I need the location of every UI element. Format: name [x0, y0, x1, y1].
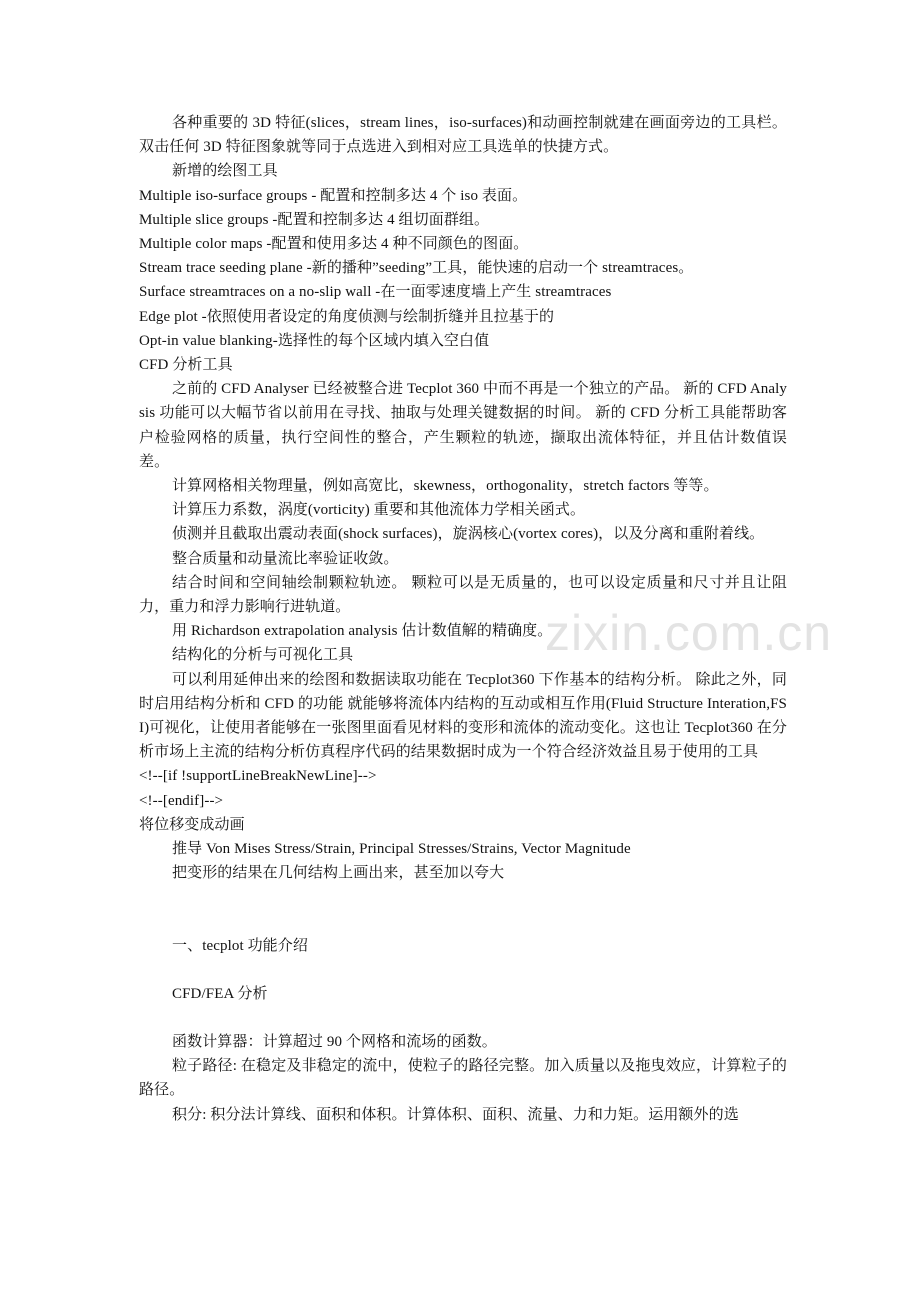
list-item: Surface streamtraces on a no-slip wall -在一面零速度墙上产生 streamtraces [139, 284, 612, 301]
section-heading: 将位移变成动画 [139, 816, 245, 833]
paragraph: 函数计算器：计算超过 90 个网格和流场的函数。 [172, 1033, 497, 1050]
paragraph: 可以利用延伸出来的绘图和数据读取功能在 Tecplot360 下作基本的结构分析。 除此之外，同时启用结构分析和 CFD 的功能 就能够将流体内结构的互动或相互作用(Fluid Structure Interation,FSI)可视化，让使用者能够在一张图里面看见材料的变形和流体的流动变化。这也让 Tecplot360 在分析市场上主流的结构分析仿真程序代码的结果数据时成为一个符合经济效益且易于使用的工具 [139, 671, 787, 761]
list-item: 计算压力系数，涡度(vorticity) 重要和其他流体力学相关函式。 [172, 502, 586, 519]
list-item: 整合质量和动量流比率验证收敛。 [172, 550, 399, 567]
watermark: zixin.com.cn [545, 605, 833, 661]
document-body [139, 111, 787, 1127]
comment-line: <!--[endif]--> [139, 792, 224, 809]
paragraph: 各种重要的 3D 特征(slices，stream lines，iso-surfaces)和动画控制就建在画面旁边的工具栏。 双击任何 3D 特征图象就等同于点选进入到相对应工具选单的快捷方式。 [139, 115, 787, 156]
list-item: 把变形的结果在几何结构上画出来，甚至加以夸大 [172, 865, 505, 882]
section-heading: 一、tecplot 功能介绍 [172, 937, 308, 954]
list-item: Opt-in value blanking-选择性的每个区域内填入空白值 [139, 332, 490, 349]
list-item: 用 Richardson extrapolation analysis 估计数值解的精确度。 [172, 623, 553, 640]
list-item: Multiple color maps -配置和使用多达 4 种不同颜色的图面。 [139, 236, 529, 253]
paragraph: 粒子路径: 在稳定及非稳定的流中，使粒子的路径完整。加入质量以及拖曳效应，计算粒子的路径。 [139, 1058, 787, 1099]
list-item: 推导 Von Mises Stress/Strain, Principal Stresses/Strains, Vector Magnitude [172, 841, 631, 858]
list-item: 侦测并且截取出震动表面(shock surfaces)，旋涡核心(vortex cores)，以及分离和重附着线。 [172, 526, 765, 543]
section-heading: CFD/FEA 分析 [172, 985, 268, 1002]
paragraph: 积分: 积分法计算线、面积和体积。计算体积、面积、流量、力和力矩。运用额外的选 [172, 1106, 739, 1123]
list-item: Stream trace seeding plane -新的播种”seeding”工具，能快速的启动一个 streamtraces。 [139, 260, 694, 277]
list-item: Edge plot -依照使用者设定的角度侦测与绘制折缝并且拉基于的 [139, 308, 555, 325]
comment-line: <!--[if !supportLineBreakNewLine]--> [139, 768, 377, 785]
list-item: Multiple slice groups -配置和控制多达 4 组切面群组。 [139, 211, 490, 228]
section-heading: 结构化的分析与可视化工具 [172, 647, 354, 664]
list-item: 结合时间和空间轴绘制颗粒轨迹。 颗粒可以是无质量的，也可以设定质量和尺寸并且让阻力，重力和浮力影响行进轨道。 [139, 574, 787, 616]
list-item: 计算网格相关物理量，例如高宽比，skewness，orthogonality，stretch factors 等等。 [172, 478, 719, 495]
paragraph: 之前的 CFD Analyser 已经被整合进 Tecplot 360 中而不再是一个独立的产品。 新的 CFD Analysis 功能可以大幅节省以前用在寻找、抽取与处理关键数据的时间。 新的 CFD 分析工具能帮助客户检验网格的质量，执行空间性的整合，产生颗粒的轨迹，撷取出流体特征，并且估计数值误差。 [139, 381, 787, 470]
section-heading: CFD 分析工具 [139, 357, 233, 374]
list-item: Multiple iso-surface groups - 配置和控制多达 4 个 iso 表面。 [139, 187, 528, 204]
section-heading: 新增的绘图工具 [172, 163, 278, 180]
